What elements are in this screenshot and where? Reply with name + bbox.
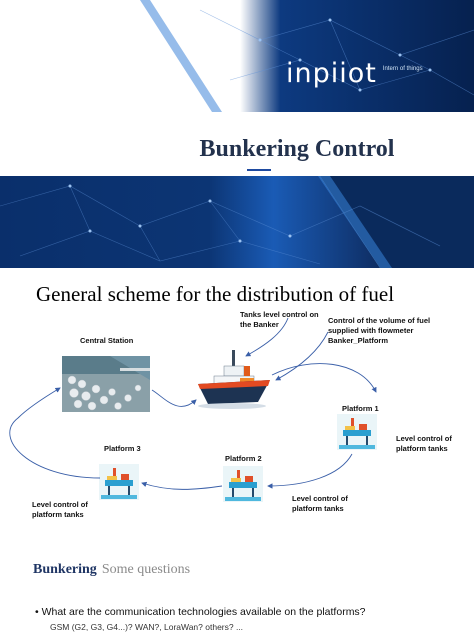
distribution-scheme-slide xyxy=(0,268,474,544)
central-station-label: Central Station xyxy=(80,336,134,345)
tanks-level-label: Tanks level control on the Banker xyxy=(240,310,319,329)
platform1-level-label: Level control of platform tanks xyxy=(396,434,452,453)
questions-slide xyxy=(0,544,474,632)
logo-tagline: Intern of things xyxy=(382,66,423,72)
logo-text: inpiiot xyxy=(286,58,377,89)
flowmeter-label: Control of the volume of fuel supplied with flowmeter Banker_Platform xyxy=(328,316,431,345)
arrow-ship-to-platform1 xyxy=(272,364,376,392)
slide-title: Bunkering Control xyxy=(199,136,395,162)
platform2-icon xyxy=(223,466,263,502)
heading-rest: Some questions xyxy=(101,562,191,577)
question-bullet: • What are the communication technologies available on the platforms? xyxy=(35,606,366,618)
network-banner-top xyxy=(0,0,474,112)
inpiiot-logo xyxy=(286,60,423,87)
platform1-label: Platform 1 xyxy=(342,404,379,413)
platform2-level-label: Level control of platform tanks xyxy=(292,494,348,513)
heading-bold: Bunkering xyxy=(33,562,97,577)
arrow-platform2-to-platform3 xyxy=(142,483,222,489)
question-sub: GSM (G2, G3, G4...)? WAN?, LoraWan? others? ... xyxy=(50,622,244,632)
platform3-icon xyxy=(99,464,139,500)
platform2-label: Platform 2 xyxy=(225,454,262,463)
platform1-icon xyxy=(337,414,377,450)
title-slide xyxy=(0,0,474,268)
network-banner-bottom xyxy=(0,176,474,268)
questions-heading xyxy=(33,562,190,578)
platform3-label: Platform 3 xyxy=(104,444,141,453)
arrow-platform1-to-platform2 xyxy=(268,454,352,486)
scheme-title: General scheme for the distribution of fuel xyxy=(36,282,395,306)
bunker-ship-image xyxy=(198,350,270,409)
title-underline xyxy=(247,169,271,171)
arrow-station-to-ship xyxy=(152,390,196,406)
platform3-level-label: Level control of platform tanks xyxy=(32,500,88,519)
central-station-image xyxy=(62,356,150,412)
question-text: What are the communication technologies available on the platforms? xyxy=(41,606,366,618)
arrow-flowmeter-label xyxy=(276,332,328,380)
